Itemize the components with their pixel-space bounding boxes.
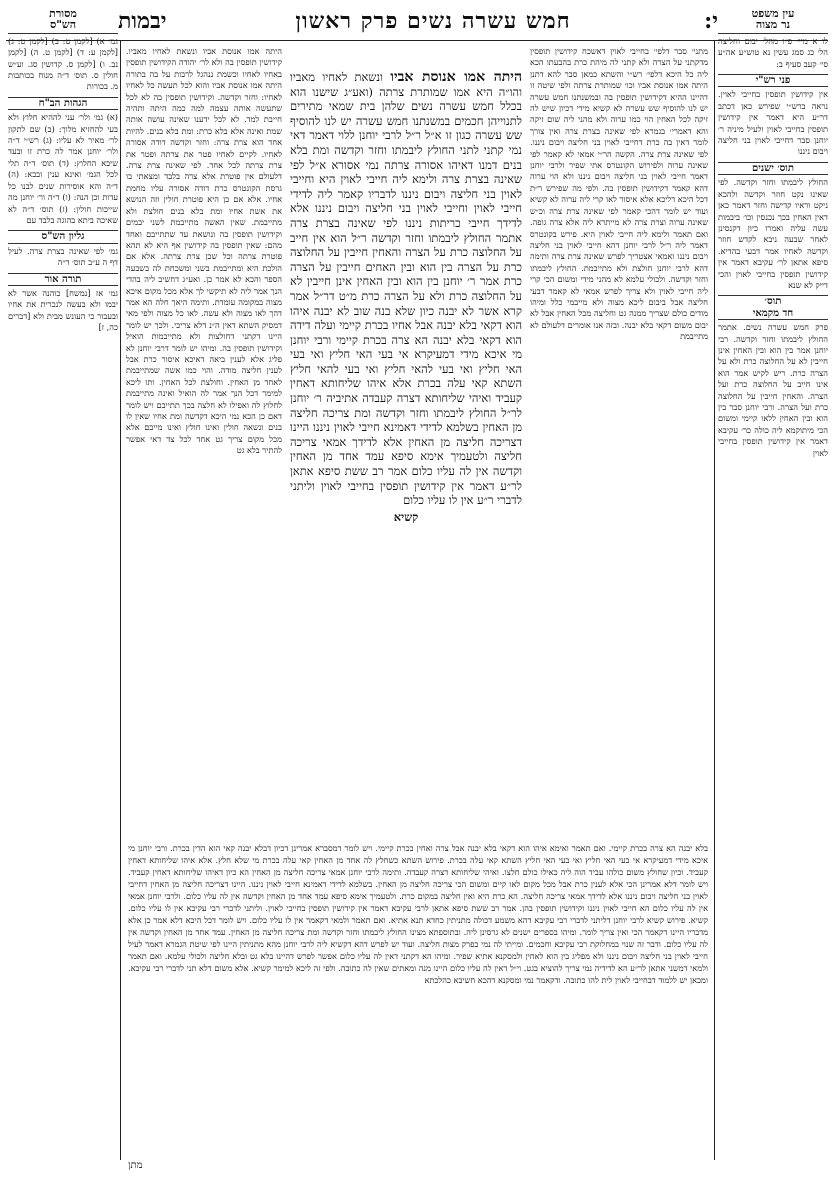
gilyon-heading: גליון הש"ס [8,230,118,243]
right-divider [714,40,715,1160]
left-commentary [126,46,282,836]
penei-rashi-text: אין קידושין תופסין בחייבי לאוין. נראה ברש״י שפירש כאן דכתב דר״ע היא דאמר אין קידושין תופסין בחייבי לאוין ולעיל מיניה ר׳ יוחנן סבר דחייבי לאוין בני חליצה ויבום ניננו [718,89,828,157]
chapter-title: חמש עשרה נשים פרק ראשון [295,8,571,34]
masoret-heading: מסורת הש"ס [49,7,77,32]
tosafot-yeshanim-text: החולץ ליבמתו וחזר וקדשה. לפי שאינו נקט חוזר וקדשה ולהכא ניקט וראיו קדישה וחזר דאמר כאן דאין האחין בכך נכנסין וכו׳ ביבמות עשה עליה ואמרו כיון דקנסינן לאחר שבעה ניבא לקדש חוזר וקדשה לאחיו אמר דבעי בהדיא. סיפא אתאן לר׳ עקיבא דאמר אין קידושין תופסין בחייבי לאוין והכי דייק לא שנא [718,177,828,290]
tosafot-rosh-text: פרק חמש עשרה נשים. אתמר החולץ ליבמתו וחזר וקדשה. רבי יוחנן אמר בין הוא ובין האחין אינן חייבין לא על החלוצה כרת ולא על הצרה כרת. ריש לקיש אמר הוא אינו חייב על החלוצה כרת ועל הצרה. והאחין חייבין על החלוצה כרת ועל הצרה. ורבי יוחנן סבר בין הוא ובין האחין ללאו קיימי ומשום הכי מיתוקמא ליה כולה כר׳ עקיבא דאמר אין קידושין תופסין בחייבי לאוין [718,322,828,458]
masoret-text: גמ׳ א) [לקמן ט: ב) [לקמן ט: ג) [לקמן ע: ד) [לקמן ט. ה) [לקמן נב. ו) [לקמן ס. קדושין סג. וע״ש חולין ס. תוס׳ ד״ה מנוח בכותבות מ. בכורות [8,33,118,93]
catchword: מתן [128,1160,143,1171]
main-opening-words: היתה אמו אנוסת אביו [390,69,523,85]
main-closing-word: קשיא [393,509,419,524]
tractate-name: יבמות [118,8,167,34]
header-rule [6,40,828,41]
penei-rashi-heading: פני רש"י [718,74,828,87]
left-commentary-text: היתה אמו אנוסת אביו ונשאת לאחיו מאביו. קידושין תופסין בה ולא לר׳ יהודה הקידושין תופסין באחיו לאחיו וכשמת ננהגל לרבות על בה בתורה היתה אמו אנוסת אביו והוא לכל תעשה כל לאחיו לאחיו: וחזר וקדשה. וקידושין תופסין בה לא לכל שתעשה אותה עצמה למה כמה היתה ותהיה חייבת למד. לא לכל ידענו שאינה עושה אותה שמת ואינה אלא בלא כרת: ומת בלא בנים. להיות אחד הוא צרת צרה: וחזר וקדשה דודה אסורה לאחיו. לקיים לאחיו פטר את צרתה ופטר את צרת צרתה לכל אחד. לפי שאינה צרת צרה. דלעולם אין פוטרת אלא צרה בלבד ומצאתי בו גרסת הקונטרס כרת דודה אסורה עליו מחמת אחיו. אלא אם כן היא פוטרת חולין וזה הנושא את אשת אחיו ומת בלא בנים חולצת ולא מתייבמת. שאין האשה מתייבמת לשני יבמים וקידושין תופסין בה ונושאת עד שתתייבם ואחד מהם: שאין תופסין בה קידושין אף היא לא תהא פוטרת צרתה וכל שכן צרת צרתה. אלא אם הולכת היא ומתייבמת בשני ומשכחת לה בשבעה הספר והכא לא אמר כן. ואע״ג דחשיב ליה בהדי הנך אמר ליה לא תיקשי לך אלא מכל מקום איכא מצוה במקומה עומדת. ותימה היאך חלה הא אמר דהך לאו מצוה ולא עשה. לאו כל מצוה ולפי מאי דמסיק השתא דאין ה״נ דלא צריכי. ולכך יש לומר היינו דקתני דחולצות ולא מתייבמות הואיל וקידושין תופסין בה. ומיהו יש לומר דרבי יוחנן לא פליג אלא לענין ביאה דאיכא איסור כרת אבל לענין חליצה מודה. והוי כמו אשה שמתייבמת לאחד מן האחין. וחולצת לכל האחין. ותו ליכא למימר דכל הנך אמר לה הואיל ואינה מתייבמת לחלוץ לה ואפילו לא חלצה בכך תתייבם ויש לומר דאם כן הכא נמי היכא דקדשה ומת אחיו שאין לו בנים ונשאה חולין ואינו חולץ ואינו מייבם אלא מכל מקום צריך גט אחד לכל צד דאי אפשר להתיר בלא גט [126,46,282,456]
right-margin [718,8,828,908]
bottom-commentary-text: בלא יבנה הא צרה בכרת קיימי. ואם תאמר ואימא איהו הוא דקאי בלא יבנה אבל צרה ואחין בכרת קיימי. ויש לומר דמסברא אמרינן דכיון דבלא יבנה קאי הוא הדין בכרת. ורבי יוחנן מי איכא מידי דמעיקרא אי בעי האי חליץ ואי בעי האי חליץ השתא קאי עלה בכרת. פירוש השתא כשחלץ לה אחד מן האחין קאי עלה בכרת מי שלא חלץ. אלא איהו שליחותא דאחין קעביד. וכיון שחולץ משום כולהו עביד הוה ליה כאילו כולם חלצו. ואיהי שליחותא דצרה קעבדה. ותימה לרבי יוחנן אמאי צריכה חליצה מן האחין הא כיון דאיהו שליחותא דאחין קעביד. ויש לומר דלא אמרינן הכי אלא לענין כרת אבל מכל מקום לאו קיים ומשום הכי צריכה חליצה מן האחין. בשלמא לדידי דאמינא חייבי לאוין ניננו. היינו דצריכה חליצה מן האחין דחייבי לאוין בני חליצה ויבום ניננו אלא לדידך אמאי צריכה חליצה. הא כרת היא ואין חליצה במקום כרת. ולטעמיך אימא סיפא עמד אחד מן האחין וקדשה אין לה עליו כלום. ולרבי יוחנן אמאי אין לה עליו כלום הא חייבי לאוין ניננו וקידושין תופסין בהן. אמר רב ששת סיפא אתאן לרבי עקיבא דאמר אין קידושין תופסין בחייבי לאוין. וליתני לדברי רבי עקיבא אין לו עליו כלום. קשיא. פירוש קשיא לרבי יוחנן דליתני לדברי רבי עקיבא דהא משמע דכולה מתניתין כחדא תנא אתיא. ואם תאמר ולמאי דקאמר אין לו עליו כלום. ויש לומר דכל היכא דלא אמר כן אלא מדבריו היינו דקאמר הכי ואין צריך לומר. ומיהו בספרים ישנים לא גרסינן ליה. ובתוספתא מצינו החולץ ליבמתו וחזר וקדשה ומת צריכה חליצה מן האחין. עמד אחד מן האחין וקדשה אין לה עליו כלום. ודבר זה שנוי במחלוקת רבי עקיבא וחכמים. ומייתי לה נמי בפרק מצות חליצה. ועוד יש לפרש דהא דקשיא ליה לרבי יוחנן מהא מתניתין היינו לפי שיטת הגמרא דאמר לעיל חייבי לאוין בני חליצה ויבום ניננו ולא מפליג בין הוא לאחין ולמסקנא אתיא שפיר. ומיהו הא דקתני דאין לה עליו כלום אפשר לפרש דהיינו בלא גט ובלא חליצה ולכולי עלמא. ואם תאמר ולמאי דמשני אתאן לר״ע הא לדידיה נמי צריך להוציא בגט. וי״ל דאין לה עליו כלום היינו מנה ומאתים שאין לה כתובה. ולפי זה ליכא למימר קשיא. אלא משום דלא תני לדברי רבי עקיבא. ומכאן יש ללמוד דבחייבי לאוין לית להו כתובה. ודקאמר נמי ומסקנא דהכא חשיבא כהלכתא [128,843,708,985]
daf-number: י: [704,8,718,34]
left-margin [8,8,118,568]
ein-mishpat-text: לו א מיי׳ פ״ו מהל׳ יבום וחליצה הל׳ כג סמג עשין נא טוש״ע אה״ע סי׳ קעב סעיף ב: [718,33,828,70]
ein-mishpat-heading: עין משפט נר מצוה [751,7,795,32]
hagahot-heading: הגהות הב"ח [8,97,118,110]
torah-or-heading: תורה אור [8,273,118,286]
main-body: ונשאת לאחיו מאביו והו״ה היא אמו שמותרת צרתה (ואע״ג שישנו הוא בכלל חמש עשרה נשים שלהן בית שמאי מתירים לתנוייהן חכמים במשנתנו חמש עשרה יש לנו להוסיף שש עשרה כגון זו א״ל ר״ל לרבי יוחנן ללוי דאמר דאי נמי קתני לתני החולץ ליבמתו וחזר וקדשה ומת בלא בנים דמנו דאיהו אסורה צרתה נמי אסורא א״ל לפי שאינה בצרת צרה ולימא ליה חייבי לאוין היא וחייבי לאוין בני חליצה ויבום ניננו לדבריו קאמר ליה לדידי חייבי לאוין וחייבי לאוין בני חליצה ויבום ניננו אלא לדידך חייבי כריתות ניננו לפי שאינה בצרת צרה אתמר החולץ ליבמתו וחזר וקדשה ר״ל הוא אין חייב על החלוצה כרת על הצרה והאחין חייבין על החלוצה כרת על הצרה בין הוא ובין האחים חייבין על הצרה כרת אמר ר׳ יוחנן בין הוא ובין האחין אינן חייבין לא על החלוצה כרת ולא על הצרה כרת מ״ט דר״ל אמר קרא אשר לא יבנה כיון שלא בנה שוב לא יבנה איהו הוא דקאי בלא יבנה אבל אחיו בכרת קיימי ועלה דידה הוא דקאי בלא יבנה הא צרה בכרת קיימי ורבי יוחנן מי איכא מידי דמעיקרא אי בעי האי חליץ ואי בעי האי חליץ ואי בעי להאי חליץ ואי בעי להאי חליץ השתא קאי עלה בכרת אלא איהו שליחותא דאחין קעביד ואיהי שליחותא דצרה קעבדה אתיביה ר׳ יוחנן לר״ל החולץ ליבמתו וחזר וקדשה ומת צריכה חליצה מן האחין בשלמא לדידי דאמינא חייבי לאוין ניננו היינו דצריכה חליצה מן האחין אלא לדידך אמאי צריכה חליצה ולטעמיך אימא סיפא עמד אחד מן האחין וקדשה אין לה עליו כלום אמר רב ששת סיפא אתאן לר״ע דאמר אין קידושין תופסין בחייבי לאוין וליתני לדברי ר״ע אין לו עליו כלום [290,70,522,508]
gilyon-text: גמ׳ לפי שאינה בצרת צרה. לעיל דף ה ע״ב תוס׳ ד״ה [8,245,118,268]
hagahot-text: (א) גמ׳ ולר׳ עני לההיא חלוץ ולא בעי להחזיא מלוך: (ב) שם לתקון לר׳ מאיר לא עליו: (ג) רש״י ד״ה ולר׳ יוחנן אמר לה כרת זו ובעד שיבא החלוץ: (ד) תוס׳ ד״ה תלי לכל הגמ׳ ואינא ענין ובבא: (ה) ד״ה והא אוסירות שנים לבנו כל עדות וכן הנה: (ו) ד״ה ור׳ יוחנן מה שייכות חולין: (ז) תוס׳ ד״ה לא שאיכה ביתא בהוגה בלבד עם [8,112,118,225]
bottom-commentary [128,842,708,1154]
main-text [290,69,523,524]
left-divider [120,40,121,1160]
torah-or-text: גמ׳ אז [נמשח] כוהנה אשר לא יבמו ולא בעשה לנכרית את אחיו ובעבור כי העונש מבית ולא [דברים כה, ז] [8,287,118,333]
tosafot-yeshanim-heading: תוס׳ ישנים [718,162,828,175]
tosafot-rosh-heading: תוס׳ חד מקמאי [718,295,828,320]
inner-commentary-text: מתני׳ סבר דלפי׳ בחייבי לאוין דאשכח קידושין תופסין מדקתני על הצרה ולא קתני לה מיהת כרת בהבעתו הכא ליה כל היכא דלפי׳ רש״י והשתא כמאן סבר להא דתנן היתה אמו אנוסת אביו וכו׳ שמותרת צרתה ולפי שיטה זו דהיינו ההיא דקידושין תופסין בה ובמשנתנו חמש עשרה יש לנו להוסיף שש עשרה לא קשיא מידי דכיון שיש לה זיקה לכל האחין הוי כמו ערוה ולא מהני ליה שום זיקה והא דאמרי׳ בגמרא לפי שאינה בצרת צרה ואין צורך לומר דאין בה כרת דחייבי לאוין בני חליצה ויבום ניננו. לפי שאינה צרת צרה. הקשה הר״י אמאי לא קאמר לפי שאינה ערוה ולפירוש הקונטרס אתי שפיר ולרבי יוחנן דאמר חייבי לאוין בני חליצה ויבום ניננו ולא הוי ערוה דהא קאמר דקידושין תופסין בה. ולפי מה שפירש ר״ת דכל היכא דליכא אלא איסור לאו קרי ליה ערוה לא קשיא ועוד יש לומר דהכי קאמר לפי שאינה צרת צרה וכ״ש שאינה ערוה וצרת צרה לא מייתרא ליה אלא צרה גופה. ואם תאמר ולימא ליה חייבי לאוין היא. פירש בקונטרס דאמר ליה ר״ל לרבי יוחנן דהא חייבי לאוין בני חליצה ויבום ניננו ואמאי אצטריך לפרש שאינה צרת צרה ותימה דהא לרבי יוחנן חולצת ולא מתייבמת. החולץ ליבמתו וחזר וקדשה. ולכולי עלמא לא מהני מידי ומשום הכי קרי ליה חייבי לאוין ולא צריך לפרש אמאי לא קאמר דבעי חליצה אבל ביבום ליכא מצוה ולא מייבמי כלל ומיהו מודים כולם שצריך ממנה גט וחליצה מכל האחין אבל לא יבום משום דקאי בלא יבנה. ובזה אנו אומרים דלעולם לא מתייבמת [530,46,708,342]
inner-commentary [530,46,708,836]
page-header [118,8,718,36]
